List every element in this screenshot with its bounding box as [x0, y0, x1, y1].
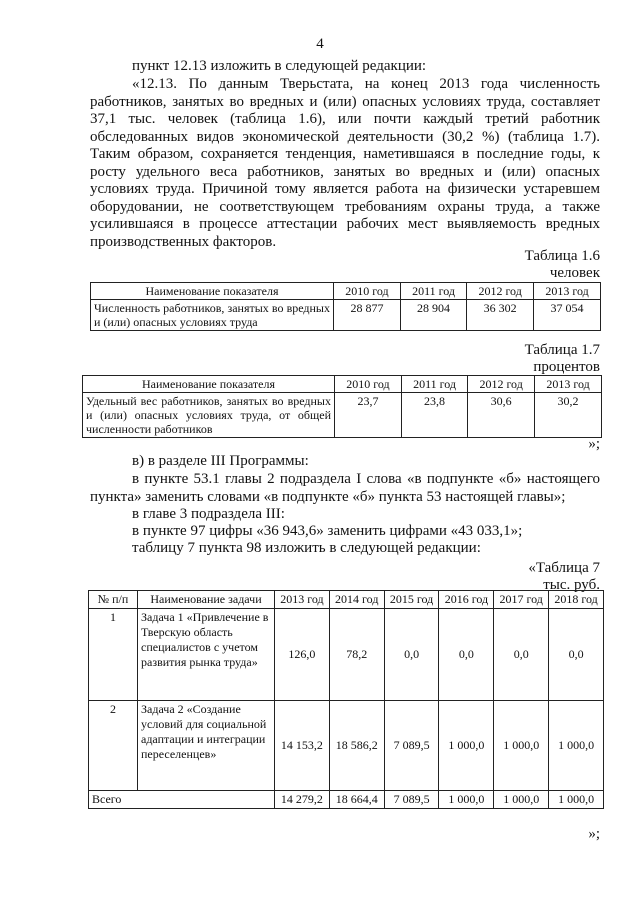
value-cell: 126,0 [275, 609, 330, 701]
value-cell: 0,0 [439, 609, 494, 701]
value-cell: 7 089,5 [384, 701, 439, 791]
header-cell: Наименование задачи [138, 591, 275, 609]
value-cell: 37 054 [534, 300, 601, 331]
header-cell: 2013 год [275, 591, 330, 609]
value-cell: 1 000,0 [549, 701, 604, 791]
table-row [83, 393, 602, 438]
value-cell: 30,2 [535, 393, 602, 438]
header-cell: 2010 год [334, 283, 401, 300]
value-cell: 78,2 [329, 609, 384, 701]
header-cell: 2018 год [549, 591, 604, 609]
amendment-p4: таблицу 7 пункта 98 изложить в следующей редакции: [132, 540, 481, 556]
value-cell: 0,0 [549, 609, 604, 701]
value-cell: 18 586,2 [329, 701, 384, 791]
value-cell: 23,8 [401, 393, 467, 438]
header-cell: 2016 год [439, 591, 494, 609]
value-cell: 14 153,2 [275, 701, 330, 791]
table-header-row [89, 591, 604, 609]
value-cell: 18 664,4 [329, 791, 384, 809]
row-number: 1 [89, 609, 138, 701]
header-cell: 2013 год [534, 283, 601, 300]
total-label: Всего [89, 791, 275, 809]
header-cell: Наименование показателя [91, 283, 334, 300]
header-cell: Наименование показателя [83, 376, 335, 393]
header-cell: 2013 год [535, 376, 602, 393]
value-cell: 0,0 [494, 609, 549, 701]
table-1-7-unit: процентов [533, 359, 600, 375]
table-7-unit: тыс. руб. [543, 577, 600, 593]
table-7 [88, 590, 604, 809]
header-cell: 2010 год [335, 376, 402, 393]
value-cell: 1 000,0 [494, 791, 549, 809]
header-cell: 2012 год [468, 376, 535, 393]
table-1-7-caption: Таблица 1.7 [524, 342, 600, 358]
value-cell: 1 000,0 [494, 701, 549, 791]
table-header-row [83, 376, 602, 393]
header-cell: 2012 год [467, 283, 534, 300]
task-name: Задача 1 «Привлечение в Тверскую область специалистов с учетом развития рынка труда» [138, 609, 275, 701]
table-1-7-closing: »; [588, 436, 600, 452]
table-row [89, 701, 604, 791]
value-cell: 28 904 [400, 300, 466, 331]
table-1-6-unit: человек [549, 265, 600, 281]
amendment-item-v: в) в разделе III Программы: [132, 453, 309, 469]
page-number: 4 [316, 36, 324, 52]
header-cell: 2015 год [384, 591, 439, 609]
table-row [91, 300, 601, 331]
table-1-7 [82, 375, 602, 438]
table-1-6-caption: Таблица 1.6 [524, 248, 600, 264]
value-cell: 1 000,0 [439, 701, 494, 791]
header-cell: № п/п [89, 591, 138, 609]
header-cell: 2014 год [329, 591, 384, 609]
table-7-caption: «Таблица 7 [528, 560, 600, 576]
amendment-p3: в пункте 97 цифры «36 943,6» заменить цифрами «43 033,1»; [132, 523, 523, 539]
value-cell: 1 000,0 [439, 791, 494, 809]
row-number: 2 [89, 701, 138, 791]
paragraph-12-13: «12.13. По данным Тверьстата, на конец 2013 года численность работников, занятых во вредных и (или) опасных условиях труда, составляет 37,1 тыс. человек (таблица 1.6), или почти каждый третий работник обследованных видов экономической деятельности (30,2 %) (таблица 1.7). Таким образом, сохраняется тенденция, наметившаяся в последние годы, к росту удельного веса работников, занятых во вредных и (или) опасных условиях труда. Причиной тому является работа на физически устаревшем оборудовании, не соответствующем требованиям охраны труда, а также усилившаяся в процессе аттестации рабочих мест выявляемость вредных производственных факторов. [90, 76, 600, 250]
value-cell: 28 877 [334, 300, 401, 331]
indicator-name: Удельный вес работников, занятых во вредных и (или) опасных условиях труда, от общей численности работников [83, 393, 335, 438]
header-cell: 2011 год [400, 283, 466, 300]
table-7-closing: »; [588, 826, 600, 842]
indicator-name: Численность работников, занятых во вредных и (или) опасных условиях труда [91, 300, 334, 331]
table-header-row [91, 283, 601, 300]
total-row [89, 791, 604, 809]
value-cell: 0,0 [384, 609, 439, 701]
value-cell: 7 089,5 [384, 791, 439, 809]
amendment-p2: в главе 3 подраздела III: [132, 506, 285, 522]
header-cell: 2017 год [494, 591, 549, 609]
header-cell: 2011 год [401, 376, 467, 393]
table-row [89, 609, 604, 701]
task-name: Задача 2 «Создание условий для социальной адаптации и интеграции переселенцев» [138, 701, 275, 791]
amendment-p1: в пункте 53.1 главы 2 подраздела I слова «в подпункте «б» настоящего пункта» заменить словами «в подпункте «б» пункта 53 настоящей главы»; [90, 471, 600, 505]
value-cell: 23,7 [335, 393, 402, 438]
value-cell: 36 302 [467, 300, 534, 331]
value-cell: 30,6 [468, 393, 535, 438]
intro-line: пункт 12.13 изложить в следующей редакции: [132, 58, 427, 74]
value-cell: 14 279,2 [275, 791, 330, 809]
value-cell: 1 000,0 [549, 791, 604, 809]
table-1-6 [90, 282, 601, 331]
